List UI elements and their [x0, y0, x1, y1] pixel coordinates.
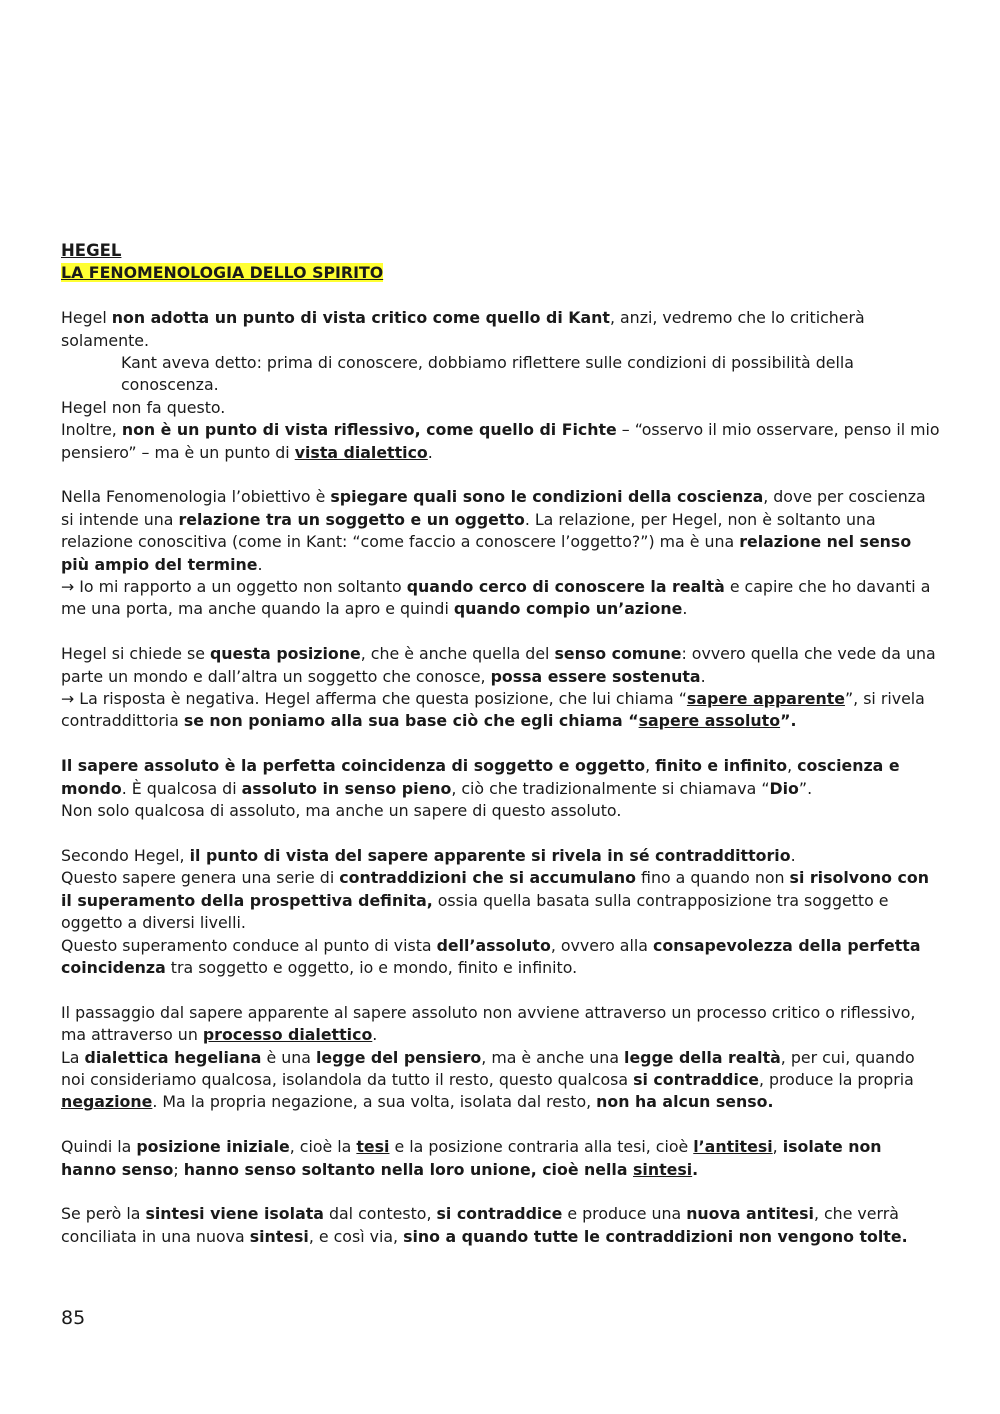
- text-run: Questo sapere genera una serie di: [61, 868, 340, 888]
- document-body: [61, 240, 941, 1248]
- text-run: .: [790, 845, 796, 865]
- underlined-term: sintesi: [633, 1159, 693, 1179]
- bold-text: quando cerco di conoscere la realtà: [406, 577, 725, 597]
- text-run: , produce la propria: [758, 1069, 914, 1089]
- text-run: Io mi rapporto a un oggetto non soltanto: [74, 577, 407, 597]
- paragraph: [61, 1002, 941, 1047]
- document-subtitle: [61, 262, 941, 284]
- spacer: [61, 464, 941, 486]
- text-run: tra soggetto e oggetto, io e mondo, finito e infinito.: [165, 957, 578, 977]
- bold-text: assoluto in senso pieno: [241, 778, 452, 798]
- text-run: , per cui, quando noi consideriamo qualcosa, isolandola da tutto il resto, questo qualcosa: [61, 1047, 915, 1089]
- bold-text: .: [692, 1159, 699, 1179]
- bold-text: hanno senso soltanto nella loro unione, cioè nella: [183, 1159, 633, 1179]
- bold-text: senso comune: [554, 644, 682, 664]
- bold-text: il punto di vista del sapere apparente si rivela in sé contraddittorio: [189, 845, 791, 865]
- bold-text: dell’assoluto: [436, 935, 551, 955]
- text-run: Il passaggio dal sapere apparente al sapere assoluto non avviene attraverso un processo critico o riflessivo, ma attraverso un: [61, 1002, 916, 1045]
- bold-text: isolate non hanno senso: [61, 1137, 882, 1179]
- paragraph: [61, 419, 941, 464]
- bold-text: finito e infinito: [655, 756, 788, 776]
- text-run: ,: [787, 756, 798, 776]
- paragraph: [61, 643, 941, 688]
- text-run: Hegel si chiede se: [61, 644, 210, 664]
- text-run: .: [682, 599, 688, 619]
- paragraph: [61, 1047, 941, 1114]
- text-run: Hegel non fa questo.: [61, 397, 226, 417]
- paragraph: [61, 845, 941, 867]
- bold-text: non è un punto di vista riflessivo, come quello di Fichte: [121, 420, 617, 440]
- bold-text: posizione iniziale: [136, 1137, 290, 1157]
- bold-text: relazione nel senso più ampio del termine: [61, 532, 912, 574]
- underlined-term: sapere assoluto: [638, 711, 781, 731]
- underlined-term: sapere apparente: [686, 689, 845, 709]
- text-run: Nella Fenomenologia l’obiettivo è: [61, 487, 331, 507]
- text-run: , anzi, vedremo che lo criticherà solamente.: [61, 308, 865, 350]
- paragraph: [61, 397, 941, 419]
- bold-text: sintesi viene isolata: [145, 1204, 324, 1224]
- text-run: , che è anche quella del: [360, 644, 555, 664]
- bold-text: dialettica hegeliana: [84, 1047, 262, 1067]
- text-run: ;: [173, 1159, 184, 1179]
- text-run: ,: [772, 1137, 783, 1157]
- paragraph: [61, 688, 941, 733]
- text-run: Se però la: [61, 1204, 146, 1224]
- bold-text: possa essere sostenuta: [490, 666, 701, 686]
- text-run: .: [372, 1025, 378, 1045]
- text-run: . È qualcosa di: [121, 778, 242, 798]
- bold-text: spiegare quali sono le condizioni della coscienza: [330, 487, 764, 507]
- bold-text: relazione tra un soggetto e un oggetto: [178, 509, 525, 529]
- text-run: . La relazione, per Hegel, non è soltanto una relazione conoscitiva (come in Kant: “come faccio a conoscere l’oggetto?”) ma è una: [61, 509, 876, 552]
- text-run: .: [427, 442, 433, 462]
- bold-text: Il sapere assoluto è la perfetta coincidenza di soggetto e oggetto: [61, 756, 646, 776]
- bold-text: quando compio un’azione: [453, 599, 683, 619]
- text-run: e produce una: [562, 1204, 687, 1224]
- spacer: [61, 979, 941, 1001]
- bold-text: non ha alcun senso.: [596, 1092, 774, 1112]
- text-run: La risposta è negativa. Hegel afferma che questa posizione, che lui chiama “: [74, 689, 687, 709]
- text-run: Non solo qualcosa di assoluto, ma anche un sapere di questo assoluto.: [61, 801, 622, 821]
- bold-text: si contraddice: [633, 1069, 759, 1089]
- text-run: , dove per coscienza si intende una: [61, 487, 926, 529]
- text-run: : ovvero quella che vede da una parte un mondo e dall’altra un soggetto che conosce,: [61, 644, 936, 686]
- bold-text: si risolvono con il superamento della prospettiva definita,: [61, 868, 929, 910]
- spacer: [61, 621, 941, 643]
- spacer: [61, 1114, 941, 1136]
- text-run: , ciò che tradizionalmente si chiamava “: [451, 778, 770, 798]
- highlighted-subtitle: LA FENOMENOLOGIA DELLO SPIRITO: [61, 263, 384, 283]
- text-run: ,: [645, 756, 656, 776]
- spacer: [61, 823, 941, 845]
- text-run: – “osservo il mio osservare, penso il mio pensiero” – ma è un punto di: [61, 420, 940, 462]
- paragraph: [61, 1136, 941, 1181]
- paragraph: [61, 800, 941, 822]
- bold-text: Dio: [769, 778, 799, 798]
- paragraph: [61, 1203, 941, 1248]
- bold-text: sintesi: [249, 1226, 309, 1246]
- bold-text: se non poniamo alla sua base ciò che egli chiama “: [183, 711, 639, 731]
- underlined-term: vista dialettico: [294, 442, 428, 462]
- bold-text: sino a quando tutte le contraddizioni non vengono tolte.: [403, 1226, 908, 1246]
- bold-text: coscienza e mondo: [61, 756, 900, 798]
- text-run: , che verrà conciliata in una nuova: [61, 1204, 899, 1246]
- text-run: . Ma la propria negazione, a sua volta, isolata dal resto,: [152, 1092, 597, 1112]
- underlined-term: negazione: [61, 1092, 153, 1112]
- paragraph: [61, 486, 941, 576]
- bold-text: non adotta un punto di vista critico come quello di Kant: [111, 308, 610, 328]
- text-run: .: [257, 554, 263, 574]
- arrow-icon: →: [61, 689, 75, 709]
- spacer: [61, 1181, 941, 1203]
- spacer: [61, 733, 941, 755]
- document-title: HEGEL: [61, 241, 122, 260]
- bold-text: questa posizione: [209, 644, 361, 664]
- arrow-icon: →: [61, 577, 75, 597]
- text-run: è una: [261, 1047, 316, 1067]
- paragraph: [61, 867, 941, 934]
- bold-text: contraddizioni che si accumulano: [339, 868, 637, 888]
- bold-text: nuova antitesi: [686, 1204, 814, 1224]
- bold-text: si contraddice: [436, 1204, 563, 1224]
- paragraph: [61, 755, 941, 800]
- text-run: dal contesto,: [323, 1204, 437, 1224]
- text-run: Quindi la: [61, 1137, 137, 1157]
- bold-text: legge della realtà: [624, 1047, 781, 1067]
- bold-text: ”.: [780, 711, 797, 731]
- text-run: e la posizione contraria alla tesi, cioè: [389, 1137, 694, 1157]
- page-number: 85: [61, 1307, 86, 1329]
- text-run: , cioè la: [289, 1137, 357, 1157]
- underlined-term: processo dialettico: [202, 1025, 373, 1045]
- underlined-term: l’antitesi: [693, 1137, 773, 1157]
- text-run: , e così via,: [308, 1226, 404, 1246]
- bold-text: legge del pensiero: [315, 1047, 482, 1067]
- text-run: ossia quella basata sulla contrapposizione tra soggetto e oggetto a diversi livelli.: [61, 890, 889, 933]
- underlined-term: tesi: [356, 1137, 390, 1157]
- bold-text: consapevolezza della perfetta coincidenza: [61, 935, 921, 977]
- text-run: Inoltre,: [61, 420, 122, 440]
- spacer: [61, 285, 941, 307]
- text-run: ”, si rivela contraddittoria: [61, 689, 925, 731]
- text-run: .: [700, 666, 706, 686]
- text-run: , ovvero alla: [550, 935, 653, 955]
- paragraph: [61, 352, 941, 397]
- text-run: ”.: [798, 778, 813, 798]
- text-run: La: [61, 1047, 85, 1067]
- text-run: , ma è anche una: [481, 1047, 625, 1067]
- text-run: fino a quando non: [636, 868, 790, 888]
- paragraph: [61, 576, 941, 621]
- paragraph: [61, 935, 941, 980]
- paragraph: [61, 307, 941, 352]
- text-run: Kant aveva detto: prima di conoscere, dobbiamo riflettere sulle condizioni di possibilità della conoscenza.: [121, 353, 854, 395]
- text-run: Questo superamento conduce al punto di vista: [61, 935, 437, 955]
- text-run: Secondo Hegel,: [61, 845, 190, 865]
- text-run: Hegel: [61, 308, 112, 328]
- text-run: e capire che ho davanti a me una porta, ma anche quando la apro e quindi: [61, 577, 931, 619]
